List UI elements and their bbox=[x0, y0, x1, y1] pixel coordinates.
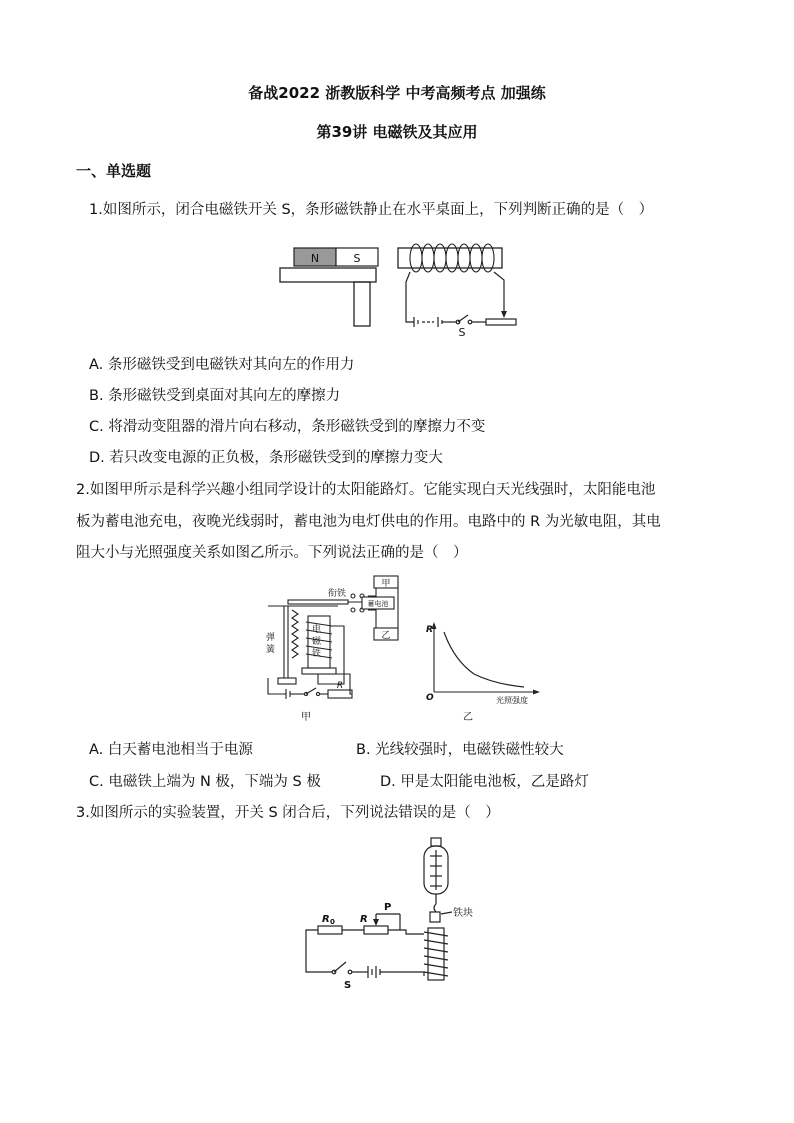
q1-option-b: B. 条形磁铁受到桌面对其向左的摩擦力 bbox=[89, 388, 341, 404]
q2-figure-yi bbox=[424, 620, 544, 726]
q2-option-a: A. 白天蓄电池相当于电源 bbox=[89, 742, 253, 758]
q2-stem-line-3: 阻大小与光照强度关系如图乙所示。下列说法正确的是（ ） bbox=[76, 545, 468, 561]
q1-figure bbox=[276, 232, 536, 340]
label-resistor: R bbox=[336, 681, 344, 691]
label-r0-sub: 0 bbox=[330, 918, 335, 926]
q3-figure bbox=[296, 836, 496, 994]
spring bbox=[292, 610, 298, 658]
table-leg bbox=[354, 282, 370, 326]
q1-switch-label: S bbox=[458, 326, 466, 339]
label-em-2: 磁 bbox=[312, 637, 322, 647]
q1-option-a: A. 条形磁铁受到电磁铁对其向左的作用力 bbox=[89, 357, 355, 373]
iron-block bbox=[430, 912, 440, 922]
spring-scale-hook-top bbox=[431, 838, 441, 846]
slider-p-arrow bbox=[373, 919, 379, 926]
label-armature: 衔铁 bbox=[328, 589, 347, 599]
q1-circuit bbox=[406, 272, 516, 327]
label-box-jia: 甲 bbox=[381, 579, 391, 589]
graph-curve bbox=[444, 632, 524, 687]
label-em-1: 电 bbox=[312, 625, 322, 635]
q3-stem: 3.如图所示的实验装置，开关 S 闭合后，下列说法错误的是（ ） bbox=[76, 805, 500, 821]
label-r: R bbox=[360, 914, 368, 925]
caption-jia: 甲 bbox=[301, 712, 311, 723]
page-subtitle: 第39讲 电磁铁及其应用 bbox=[316, 123, 478, 141]
resistor-r0 bbox=[318, 926, 342, 934]
label-box-yi: 乙 bbox=[381, 631, 391, 641]
q1-stem: 1.如图所示，闭合电磁铁开关 S，条形磁铁静止在水平桌面上，下列判断正确的是（ ） bbox=[89, 202, 654, 218]
resistor-r bbox=[364, 926, 388, 934]
label-iron-block: 铁块 bbox=[453, 908, 473, 919]
graph-x-label: 光照强度 bbox=[496, 696, 528, 705]
q3-switch-label: S bbox=[344, 980, 352, 991]
q2-option-c: C. 电磁铁上端为 N 极，下端为 S 极 bbox=[89, 774, 321, 790]
q2-option-b: B. 光线较强时，电磁铁磁性较大 bbox=[356, 742, 564, 758]
graph-origin: O bbox=[426, 693, 434, 703]
q2-stem-line-1: 2.如图甲所示是科学兴趣小组同学设计的太阳能路灯。它能实现白天光线强时，太阳能电池 bbox=[76, 482, 656, 498]
label-spring-2: 簧 bbox=[266, 645, 276, 655]
label-slider-p: P bbox=[384, 902, 392, 913]
slider-arrow bbox=[501, 311, 507, 318]
electromagnet-core bbox=[398, 248, 502, 268]
caption-yi: 乙 bbox=[463, 712, 473, 723]
magnet-s-label: S bbox=[353, 252, 361, 265]
page-title: 备战2022 浙教版科学 中考高频考点 加强练 bbox=[248, 84, 546, 102]
table-top bbox=[280, 268, 376, 282]
section-heading: 一、单选题 bbox=[76, 162, 152, 180]
q1-option-c: C. 将滑动变阻器的滑片向右移动，条形磁铁受到的摩擦力不变 bbox=[89, 419, 486, 435]
q2-option-d: D. 甲是太阳能电池板，乙是路灯 bbox=[380, 774, 589, 790]
magnet-n-label: N bbox=[310, 252, 320, 265]
graph-y-label: R bbox=[426, 625, 433, 635]
q2-stem-line-2: 板为蓄电池充电，夜晚光线弱时，蓄电池为电灯供电的作用。电路中的 R 为光敏电阻，其电 bbox=[76, 514, 661, 530]
label-r0: R bbox=[322, 914, 330, 925]
q1-option-d: D. 若只改变电源的正负极，条形磁铁受到的摩擦力变大 bbox=[89, 450, 443, 466]
label-battery: 蓄电池 bbox=[367, 600, 389, 608]
q2-figure-jia bbox=[258, 570, 408, 725]
label-em-3: 铁 bbox=[312, 649, 322, 659]
label-spring-1: 弹 bbox=[266, 633, 276, 643]
